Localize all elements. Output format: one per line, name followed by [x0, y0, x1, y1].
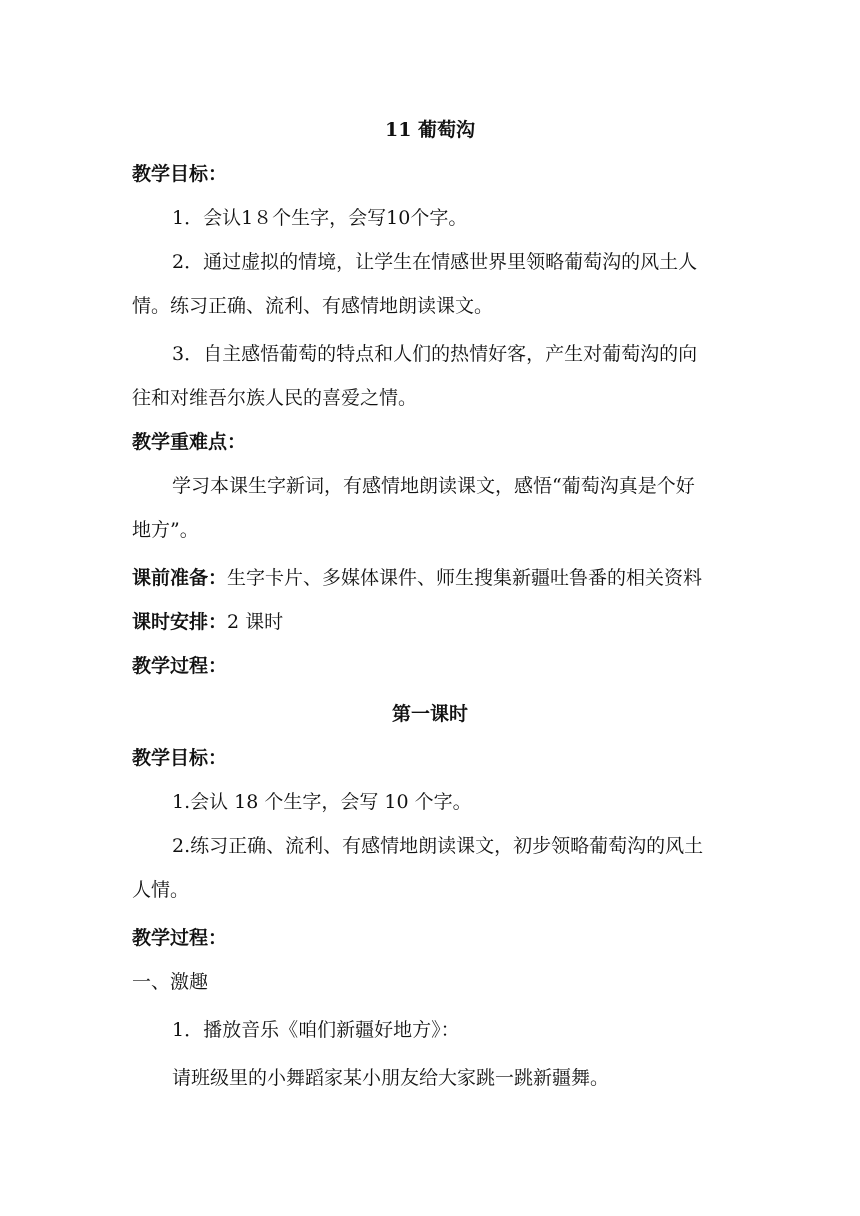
schedule-value: 2 课时 [227, 611, 284, 633]
prep-value: 生字卡片、多媒体课件、师生搜集新疆吐鲁番的相关资料 [227, 567, 703, 589]
lesson-one-goal-2-line-2: 人情。 [132, 879, 190, 901]
step-1-detail: 请班级里的小舞蹈家某小朋友给大家跳一跳新疆舞。 [172, 1067, 610, 1089]
goal-2-line-1: 2．通过虚拟的情境，让学生在情感世界里领略葡萄沟的风土人 [172, 251, 698, 273]
goal-3-line-1: 3．自主感悟葡萄的特点和人们的热情好客，产生对葡萄沟的向 [172, 343, 698, 365]
process-heading: 教学过程： [132, 655, 228, 677]
goals-heading: 教学目标： [132, 163, 228, 185]
difficulty-line-2: 地方”。 [132, 519, 199, 541]
prep-row [132, 566, 732, 590]
schedule-label: 课时安排： [132, 611, 228, 633]
goal-2-line-2: 情。练习正确、流利、有感情地朗读课文。 [132, 295, 494, 317]
document-title: 11 葡萄沟 [384, 119, 476, 141]
lesson-one-title: 第一课时 [391, 703, 468, 725]
lesson-one-process-heading: 教学过程： [132, 927, 228, 949]
difficulty-line-1: 学习本课生字新词，有感情地朗读课文，感悟“葡萄沟真是个好 [172, 475, 695, 497]
schedule-row [132, 610, 732, 634]
lesson-one-goal-1: 1.会认 18 个生字，会写 10 个字。 [172, 791, 472, 813]
goal-1: 1．会认1８个生字，会写10个字。 [172, 207, 468, 229]
step-1: 1．播放音乐《咱们新疆好地方》： [172, 1019, 460, 1041]
prep-label: 课前准备： [132, 567, 228, 589]
difficulty-heading: 教学重难点： [132, 431, 247, 453]
goal-3-line-2: 往和对维吾尔族人民的喜爱之情。 [132, 387, 418, 409]
step-heading: 一、激趣 [132, 971, 209, 993]
lesson-one-goal-2-line-1: 2.练习正确、流利、有感情地朗读课文，初步领略葡萄沟的风土 [172, 835, 704, 857]
lesson-one-goals-heading: 教学目标： [132, 747, 228, 769]
